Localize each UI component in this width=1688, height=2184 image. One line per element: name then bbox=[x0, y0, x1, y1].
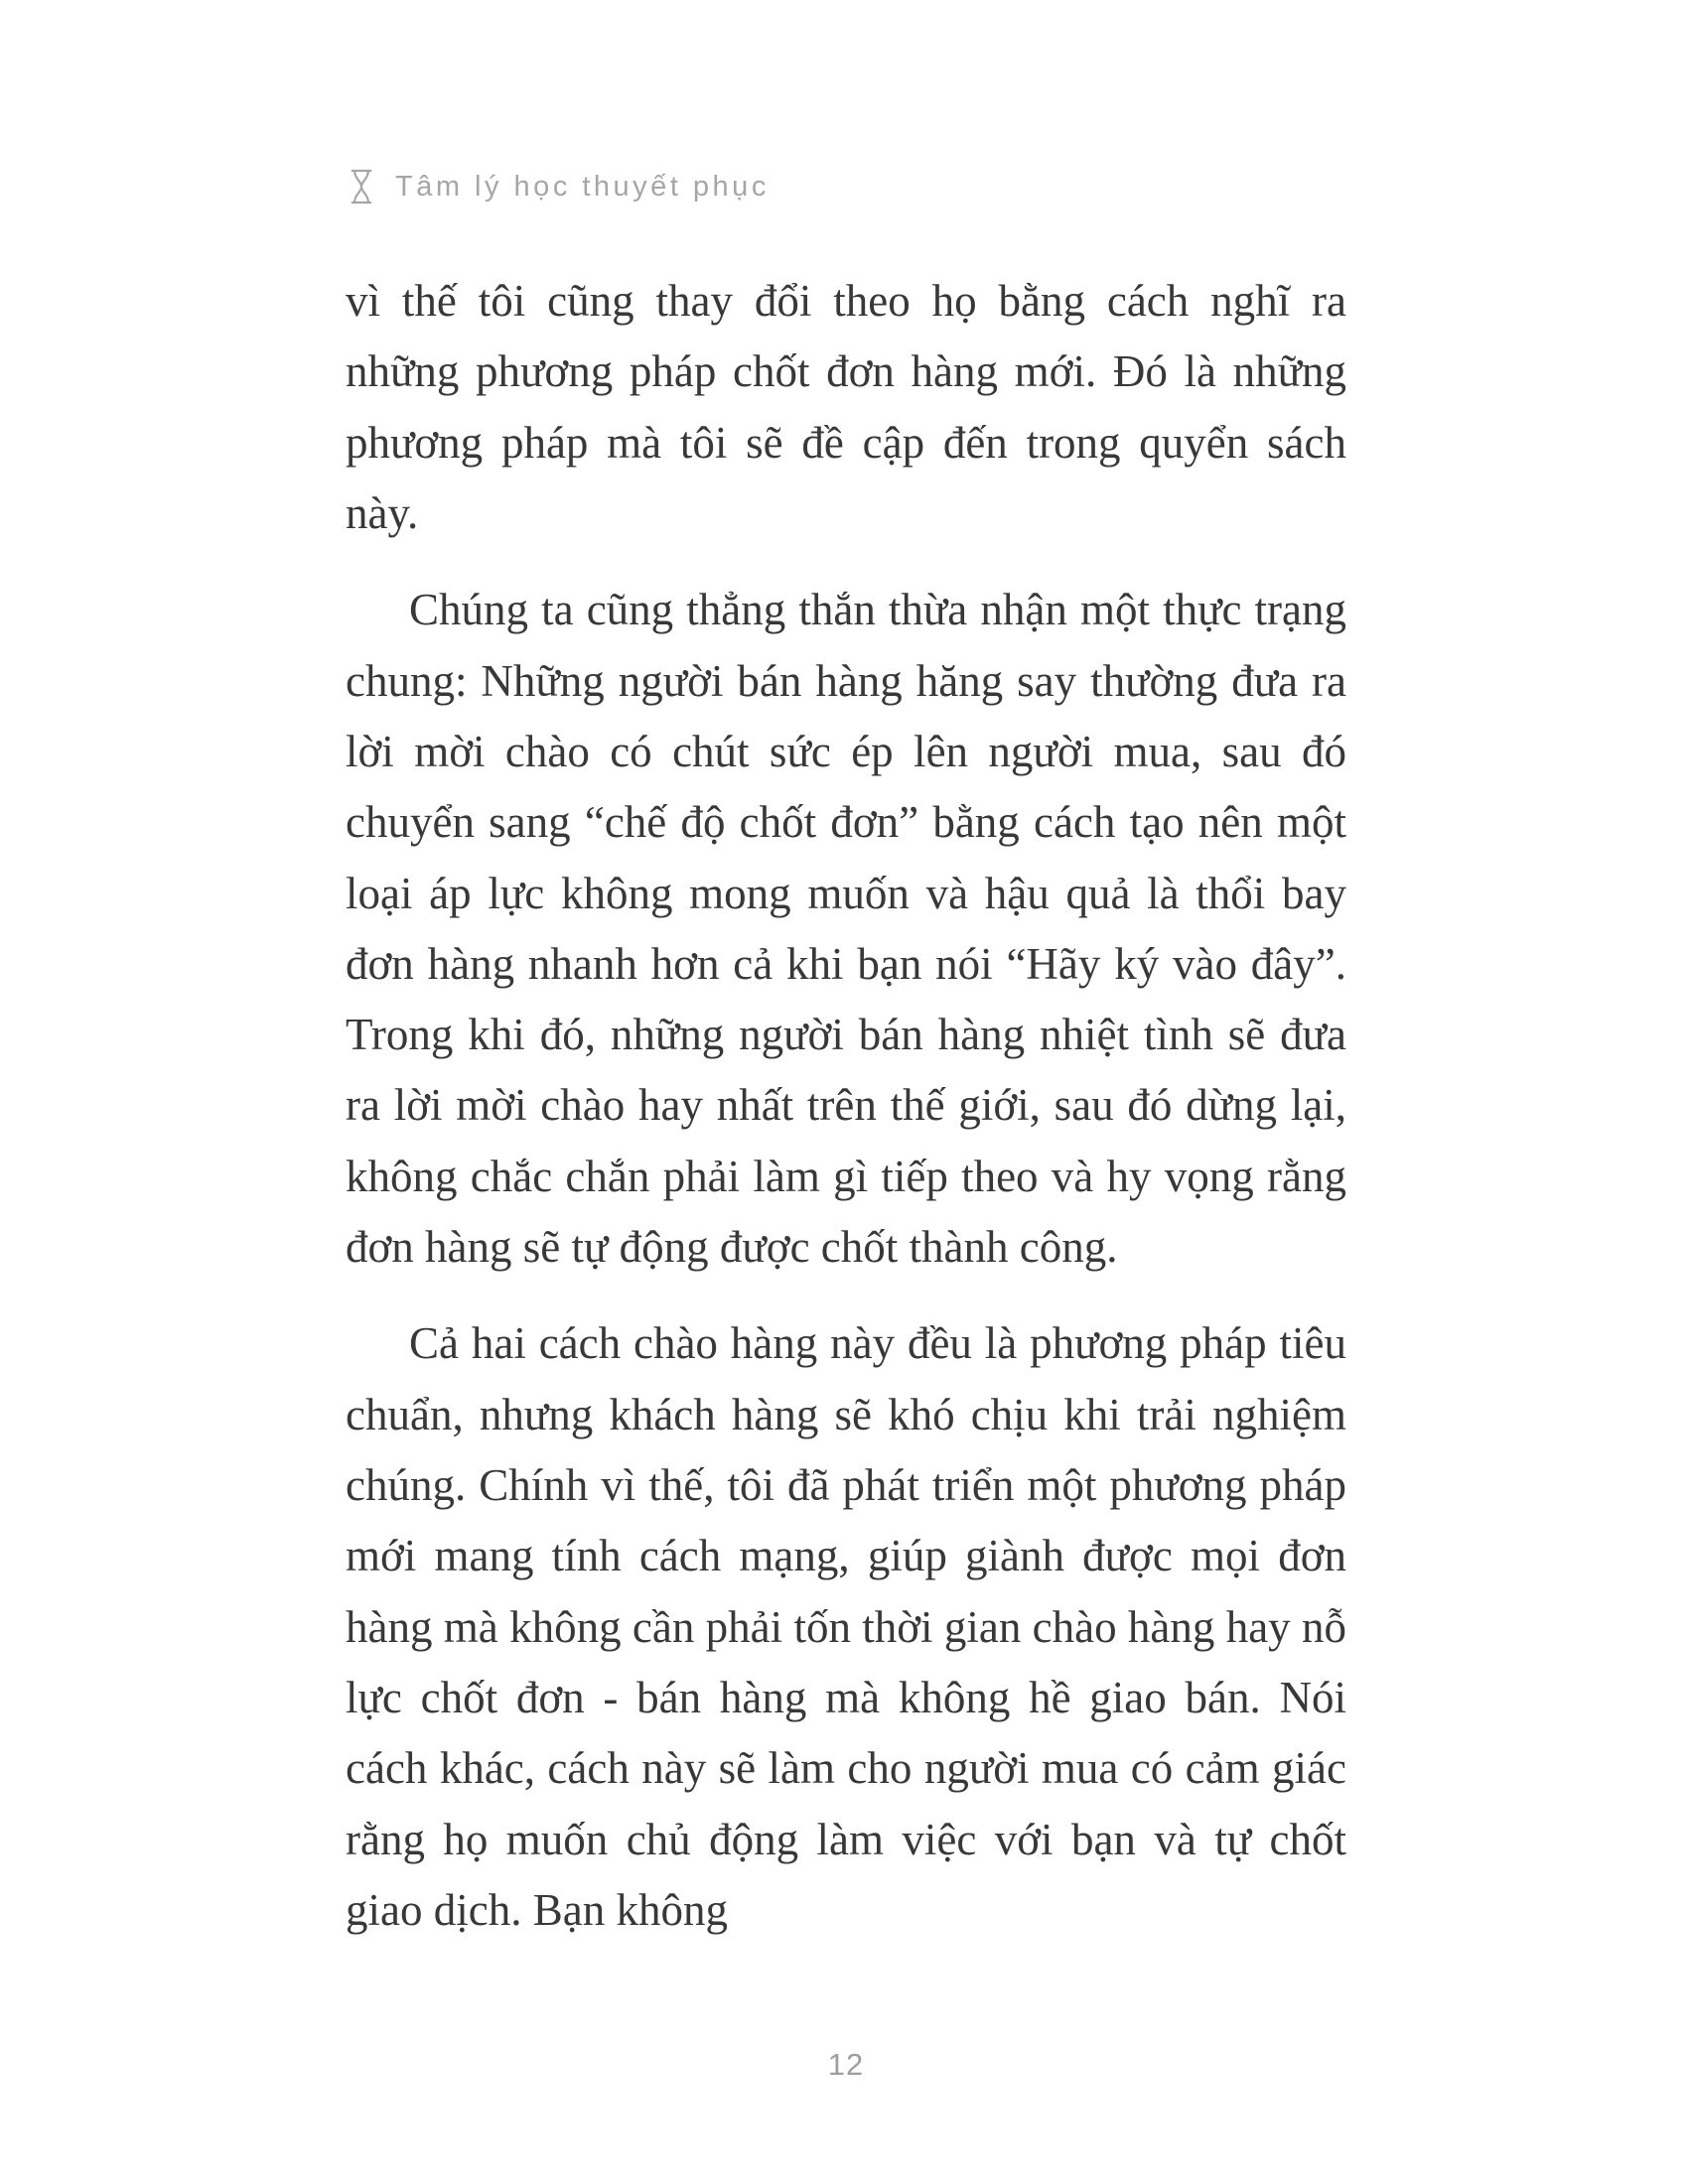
page-number: 12 bbox=[827, 2047, 865, 2082]
hourglass-icon bbox=[346, 167, 377, 206]
body-text bbox=[346, 266, 1346, 1972]
paragraph: Cả hai cách chào hàng này đều là phương pháp tiêu chuẩn, nhưng khách hàng sẽ khó chịu khi trải nghiệm chúng. Chính vì thế, tôi đã phát triển một phương pháp mới mang tính cách mạng, giúp giành được mọi đơn hàng mà không cần phải tốn thời gian chào hàng hay nỗ lực chốt đơn - bán hàng mà không hề giao bán. Nói cách khác, cách này sẽ làm cho người mua có cảm giác rằng họ muốn chủ động làm việc với bạn và tự chốt giao dịch. Bạn không bbox=[346, 1318, 1346, 1935]
running-header-title: Tâm lý học thuyết phục bbox=[395, 170, 770, 203]
paragraph: vì thế tôi cũng thay đổi theo họ bằng cách nghĩ ra những phương pháp chốt đơn hàng mới. Đó là những phương pháp mà tôi sẽ đề cập đến trong quyển sách này. bbox=[346, 276, 1346, 538]
running-header bbox=[346, 167, 770, 206]
paragraph: Chúng ta cũng thẳng thắn thừa nhận một thực trạng chung: Những người bán hàng hăng say thường đưa ra lời mời chào có chút sức ép lên người mua, sau đó chuyển sang “chế độ chốt đơn” bằng cách tạo nên một loại áp lực không mong muốn và hậu quả là thổi bay đơn hàng nhanh hơn cả khi bạn nói “Hãy ký vào đây”. Trong khi đó, những người bán hàng nhiệt tình sẽ đưa ra lời mời chào hay nhất trên thế giới, sau đó dừng lại, không chắc chắn phải làm gì tiếp theo và hy vọng rằng đơn hàng sẽ tự động được chốt thành công. bbox=[346, 585, 1346, 1273]
